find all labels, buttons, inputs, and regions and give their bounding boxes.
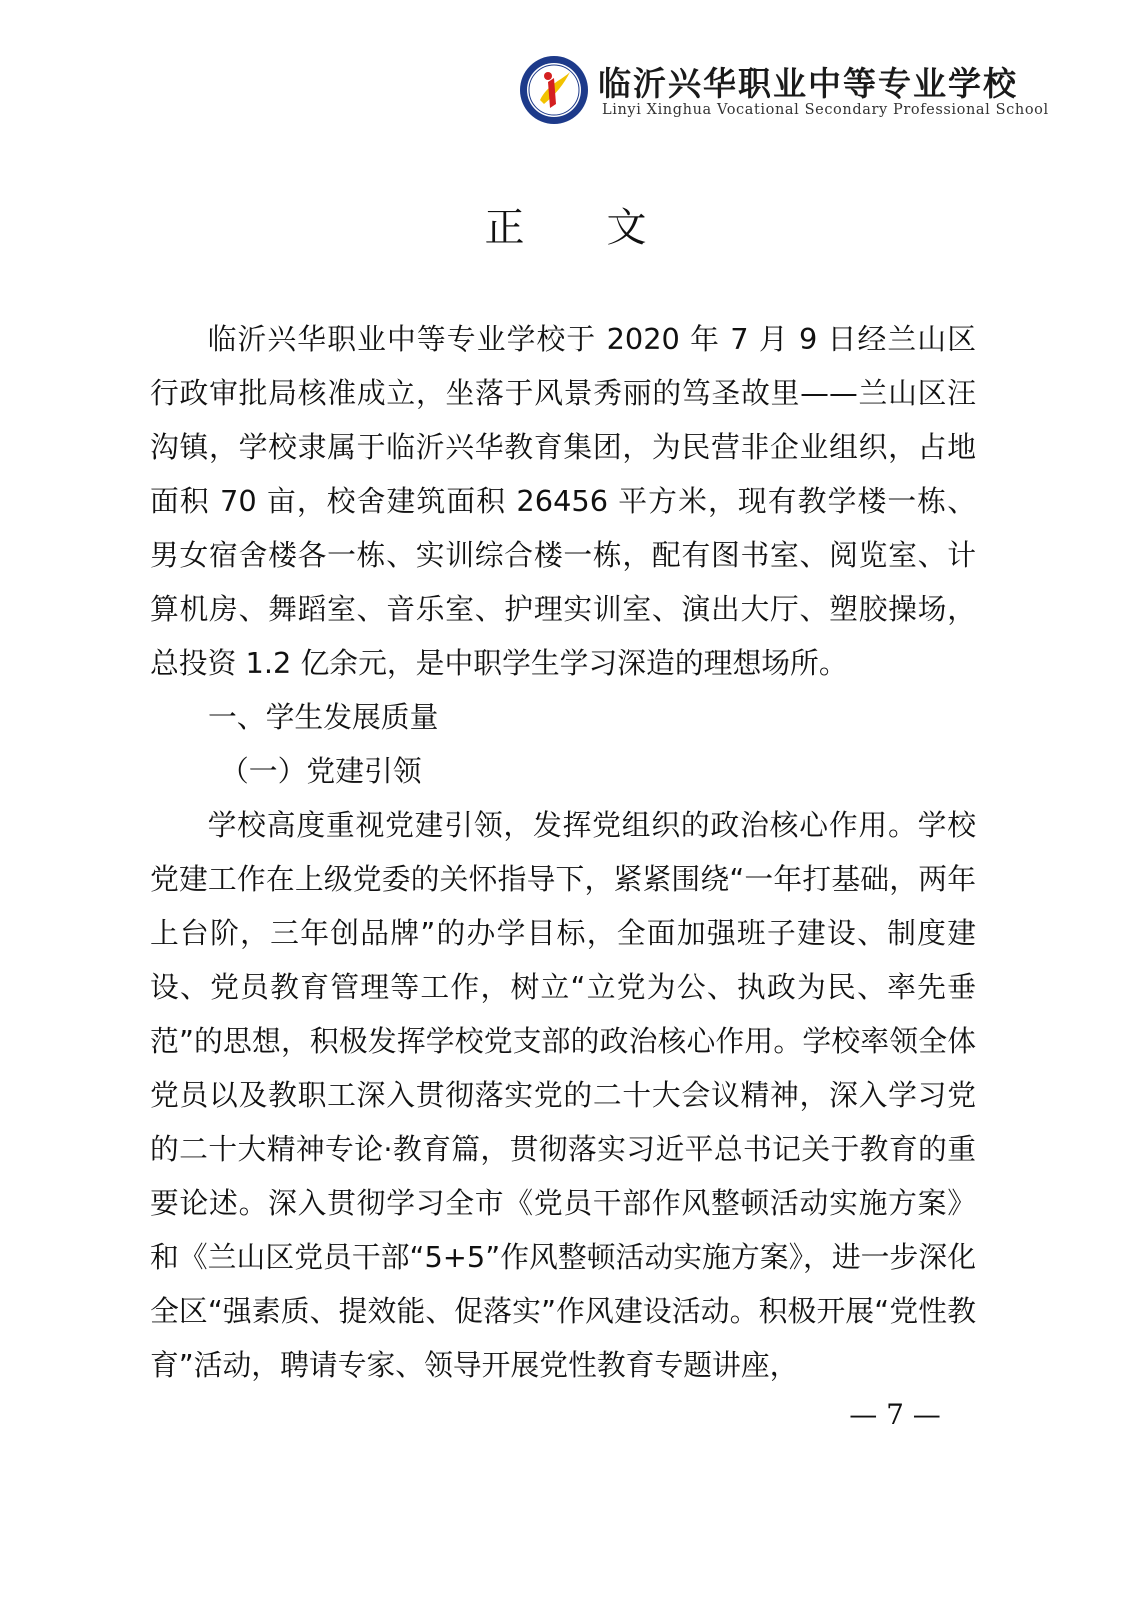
document-title: 正文 [484, 205, 729, 251]
section-heading: 一、学生发展质量 [208, 700, 439, 734]
school-emblem-icon [518, 54, 590, 126]
party-building-paragraph: 学校高度重视党建引领，发挥党组织的政治核心作用。学校党建工作在上级党委的关怀指导下，紧紧围绕“一年打基础，两年上台阶，三年创品牌”的办学目标，全面加强班子建设、制度建设、党员教育管理等工作，树立“立党为公、执政为民、率先垂范”的思想，积极发挥学校党支部的政治核心作用。学校率领全体党员以及教职工深入贯彻落实党的二十大会议精神，深入学习党的二十大精神专论·教育篇，贯彻落实习近平总书记关于教育的重要论述。深入贯彻学习全市《党员干部作风整顿活动实施方案》和《兰山区党员干部“5+5”作风整顿活动实施方案》，进一步深化全区“强素质、提效能、促落实”作风建设活动。积极开展“党性教育”活动，聘请专家、领导开展党性教育专题讲座， [150, 808, 976, 1382]
document-body [150, 312, 976, 1392]
school-name-chinese: 临沂兴华职业中等专业学校 [598, 64, 1018, 103]
school-name-english: Linyi Xinghua Vocational Secondary Professional School [602, 102, 1049, 118]
subsection-heading: （一）党建引领 [220, 754, 422, 788]
intro-paragraph: 临沂兴华职业中等专业学校于 2020 年 7 月 9 日经兰山区行政审批局核准成立，坐落于风景秀丽的笃圣故里——兰山区汪沟镇，学校隶属于临沂兴华教育集团，为民营非企业组织，占地面积 70 亩，校舍建筑面积 26456 平方米，现有教学楼一栋、男女宿舍楼各一栋、实训综合楼一栋，配有图书室、阅览室、计算机房、舞蹈室、音乐室、护理实训室、演出大厅、塑胶操场，总投资 1.2 亿余元，是中职学生学习深造的理想场所。 [150, 322, 976, 680]
page-header [518, 52, 1078, 128]
page-number: — 7 — [849, 1398, 941, 1431]
